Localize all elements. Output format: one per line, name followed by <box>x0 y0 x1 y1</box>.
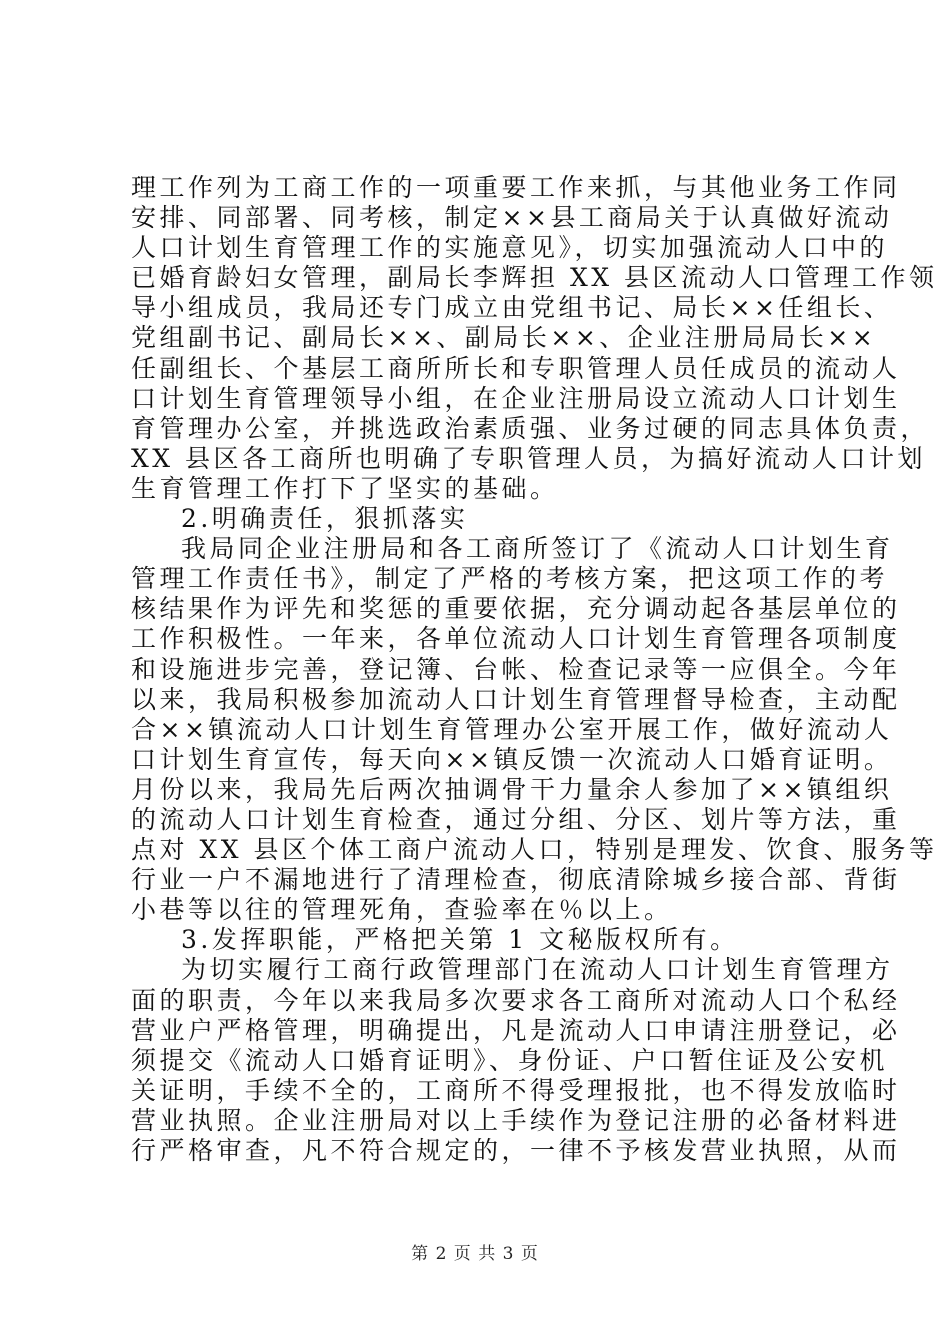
text-line: 核结果作为评先和奖惩的重要依据，充分调动起各基层单位的 <box>131 594 901 624</box>
text-line: 以来，我局积极参加流动人口计划生育管理督导检查，主动配 <box>131 684 901 714</box>
text-line: 行业一户不漏地进行了清理检查，彻底清除城乡接合部、背街 <box>131 865 901 895</box>
text-line: XX 县区各工商所也明确了专职管理人员，为搞好流动人口计划 <box>131 443 927 473</box>
text-line: 营业执照。企业注册局对以上手续作为登记注册的必备材料进 <box>131 1105 901 1135</box>
text-line: 行严格审查，凡不符合规定的，一律不予核发营业执照，从而 <box>131 1136 901 1165</box>
text-line: 安排、同部署、同考核，制定××县工商局关于认真做好流动 <box>131 203 893 233</box>
text-line: 管理工作责任书》，制定了严格的考核方案，把这项工作的考 <box>131 564 889 594</box>
text-line: 合××镇流动人口计划生育管理办公室开展工作，做好流动人 <box>131 714 893 744</box>
section-heading-3: 3.发挥职能，严格把关第 1 文秘版权所有。 <box>181 925 739 955</box>
text-line: 点对 XX 县区个体工商户流动人口，特别是理发、饮食、服务等 <box>131 835 938 865</box>
page-footer <box>0 1239 950 1264</box>
text-line: 导小组成员，我局还专门成立由党组书记、局长××任组长、 <box>131 293 893 323</box>
text-line: 小巷等以往的管理死角，查验率在％以上。 <box>131 895 673 925</box>
text-line: 月份以来，我局先后两次抽调骨干力量余人参加了××镇组织 <box>131 774 893 804</box>
text-line: 须提交《流动人口婚育证明》、身份证、户口暂住证及公安机 <box>131 1045 889 1075</box>
text-line: 已婚育龄妇女管理，副局长李辉担 XX 县区流动人口管理工作领 <box>131 263 938 293</box>
text-line: 关证明，手续不全的，工商所不得受理报批，也不得发放临时 <box>131 1075 901 1105</box>
text-line: 营业户严格管理，明确提出，凡是流动人口申请注册登记，必 <box>131 1015 901 1045</box>
text-line: 面的职责，今年以来我局多次要求各工商所对流动人口个私经 <box>131 985 901 1015</box>
document-body <box>131 173 938 1166</box>
text-line: 育管理办公室，并挑选政治素质强、业务过硬的同志具体负责， <box>131 413 930 443</box>
text-line: 党组副书记、副局长××、副局长××、企业注册局局长×× <box>131 323 877 353</box>
text-line: 我局同企业注册局和各工商所签订了《流动人口计划生育 <box>181 534 894 564</box>
text-line: 任副组长、个基层工商所所长和专职管理人员任成员的流动人 <box>131 353 901 383</box>
text-line: 生育管理工作打下了坚实的基础。 <box>131 473 559 503</box>
text-line: 的流动人口计划生育检查，通过分组、分区、划片等方法，重 <box>131 804 901 834</box>
text-line: 为切实履行工商行政管理部门在流动人口计划生育管理方 <box>181 955 894 985</box>
text-line: 人口计划生育管理工作的实施意见》，切实加强流动人口中的 <box>131 233 889 263</box>
text-line: 工作积极性。一年来，各单位流动人口计划生育管理各项制度 <box>131 624 901 654</box>
text-line: 口计划生育管理领导小组，在企业注册局设立流动人口计划生 <box>131 383 901 413</box>
page-number: 第 2 页 共 3 页 <box>411 1244 539 1264</box>
section-heading-2: 2.明确责任，狠抓落实 <box>181 504 469 534</box>
text-line: 和设施进步完善，登记簿、台帐、检查记录等一应俱全。今年 <box>131 654 901 684</box>
text-line: 理工作列为工商工作的一项重要工作来抓，与其他业务工作同 <box>131 173 901 202</box>
text-line: 口计划生育宣传，每天向××镇反馈一次流动人口婚育证明。 <box>131 744 893 774</box>
